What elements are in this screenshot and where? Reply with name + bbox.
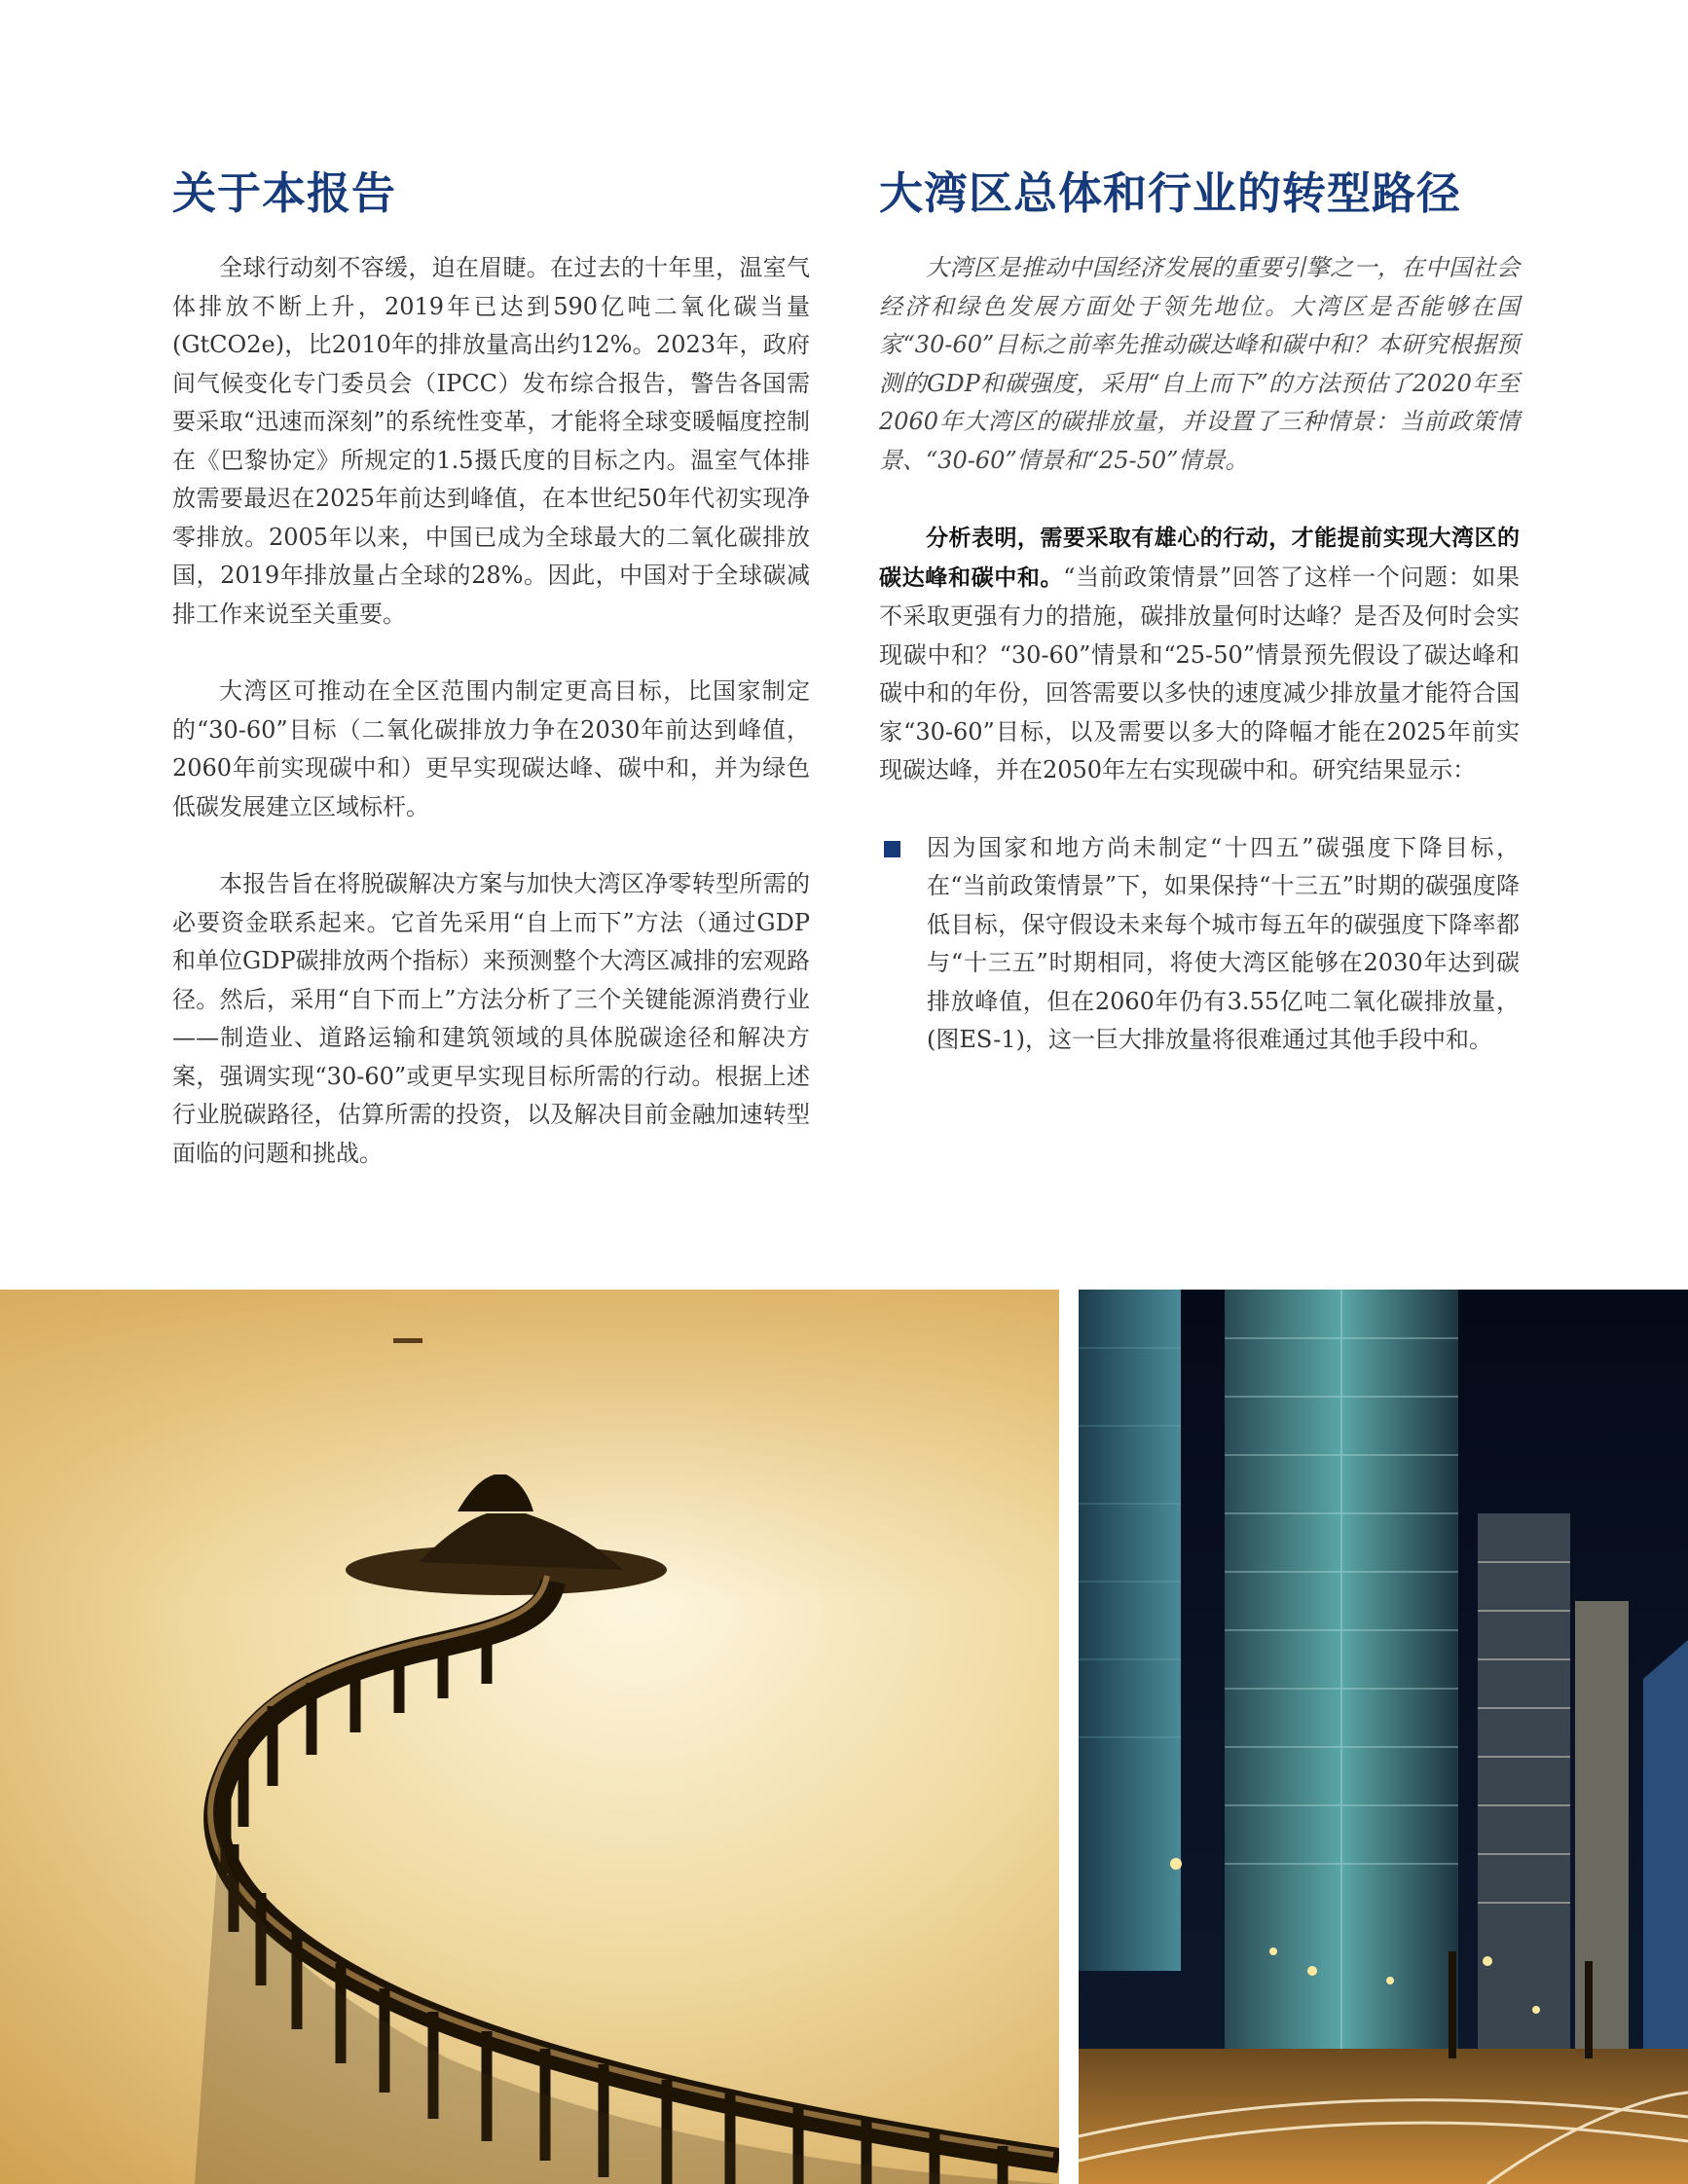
analysis-bold-text: 分析表明，需要采取有雄心的行动，才能提前实现大湾区的碳达峰和碳中和。 xyxy=(879,526,1520,591)
body-paragraph: 全球行动刻不容缓，迫在眉睫。在过去的十年里，温室气体排放不断上升，2019年已达到590亿吨二氧化碳当量(GtCO2e)，比2010年的排放量高出约12%。2023年，政府间气候变化专门委员会（IPCC）发布综合报告，警告各国需要采取“迅速而深刻”的系统性变革，才能将全球变暖幅度控制在《巴黎协定》所规定的1.5摄氏度的目标之内。温室气体排放需要最迟在2025年前达到峰值，在本世纪50年代初实现净零排放。2005年以来，中国已成为全球最大的二氧化碳排放国，2019年排放量占全球的28%。因此，中国对于全球碳减排工作来说至关重要。 xyxy=(172,254,810,628)
analysis-text: “当前政策情景”回答了这样一个问题：如果不采取更强有力的措施，碳排放量何时达峰？是否及何时会实现碳中和？“30-60”情景和“25-50”情景预先假设了碳达峰和碳中和的年份，回答需要以多快的速度减少排放量才能符合国家“30-60”目标，以及需要以多大的降幅才能在2025年前实现碳达峰，并在2050年左右实现碳中和。研究结果显示： xyxy=(879,563,1520,783)
right-column xyxy=(879,165,1520,1060)
body-paragraph: 本报告旨在将脱碳解决方案与加快大湾区净零转型所需的必要资金联系起来。它首先采用“自上而下”方法（通过GDP和单位GDP碳排放两个指标）来预测整个大湾区减排的宏观路径。然后，采用“自下而上”方法分析了三个关键能源消费行业——制造业、道路运输和建筑领域的具体脱碳途径和解决方案，强调实现“30-60”或更早实现目标所需的行动。根据上述行业脱碳路径，估算所需的投资，以及解决目前金融加速转型面临的问题和挑战。 xyxy=(172,870,810,1167)
bullet-item xyxy=(879,829,1520,1060)
analysis-paragraph xyxy=(879,519,1520,790)
square-bullet-icon xyxy=(884,841,900,857)
section-title-pathway: 大湾区总体和行业的转型路径 xyxy=(879,167,1462,219)
intro-paragraph: 大湾区是推动中国经济发展的重要引擎之一，在中国社会经济和绿色发展方面处于领先地位。大湾区是否能够在国家“30-60”目标之前率先推动碳达峰和碳中和？本研究根据预测的GDP和碳强度，采用“自上而下”的方法预估了2020年至2060年大湾区的碳排放量，并设置了三种情景：当前政策情景、“30-60”情景和“25-50”情景。 xyxy=(879,254,1520,474)
left-column xyxy=(172,165,810,1173)
bullet-text: 因为国家和地方尚未制定“十四五”碳强度下降目标，在“当前政策情景”下，如果保持“十三五”时期的碳强度降低目标，保守假设未来每个城市每五年的碳强度下降率都与“十三五”时期相同，将使大湾区能够在2030年达到碳排放峰值，但在2060年仍有3.55亿吨二氧化碳排放量，(图ES-1)，这一巨大排放量将很难通过其他手段中和。 xyxy=(927,833,1520,1053)
body-paragraph: 大湾区可推动在全区范围内制定更高目标，比国家制定的“30-60”目标（二氧化碳排放力争在2030年前达到峰值，2060年前实现碳中和）更早实现碳达峰、碳中和，并为绿色低碳发展建立区域标杆。 xyxy=(172,677,810,820)
bridge-photo xyxy=(0,1290,1059,2184)
city-night-photo xyxy=(1079,1290,1688,2184)
section-title-about: 关于本报告 xyxy=(172,167,397,219)
